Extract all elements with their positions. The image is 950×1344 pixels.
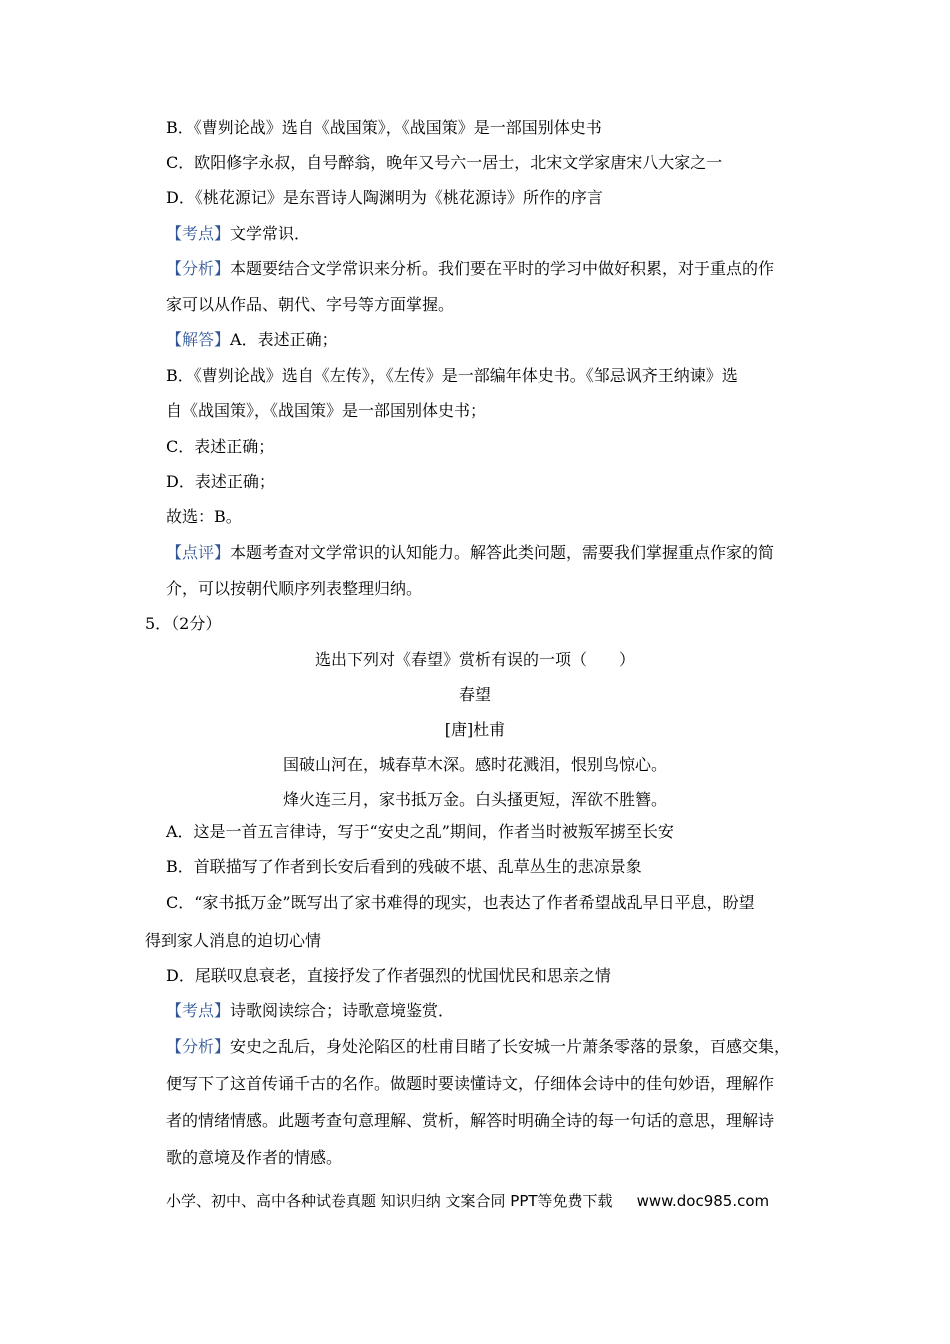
kaodian-text: 诗歌阅读综合；诗歌意境鉴赏． [230,1001,455,1020]
kaodian-text: 文学常识． [230,224,311,243]
q4-dianping-cont: 介，可以按朝代顺序列表整理归纳。 [166,579,423,598]
q5-number: 5．（2分） [145,614,222,633]
q4-jieda [166,330,338,350]
kaodian-tag: 【考点】 [166,224,231,243]
q4-dianping [166,543,774,563]
fenxi-tag: 【分析】 [166,1037,231,1056]
fenxi-text: 安史之乱后，身处沦陷区的杜甫目睹了长安城一片萧条零落的景象，百感交集， [230,1037,791,1056]
poem-line-1: 国破山河在，城春草木深。感时花溅泪，恨别鸟惊心。 [282,755,667,774]
q5-fenxi [166,1037,790,1057]
q5-fenxi-cont-1: 便写下了这首传诵千古的名作。做题时要读懂诗文，仔细体会诗中的佳句妙语，理解作 [166,1074,775,1093]
q4-option-b: B．《曹刿论战》选自《战国策》，《战国策》是一部国别体史书 [166,118,602,137]
kaodian-tag: 【考点】 [166,1001,231,1020]
q5-option-c-cont: 得到家人消息的迫切心情 [145,931,322,950]
q4-fenxi-cont: 家可以从作品、朝代、字号等方面掌握。 [166,295,455,314]
q4-jieda-b1: B．《曹刿论战》选自《左传》，《左传》是一部编年体史书。《邹忌讽齐王纳谏》选 [166,366,738,385]
dianping-text: 本题考查对文学常识的认知能力。解答此类问题，需要我们掌握重点作家的简 [230,543,775,562]
footer-link[interactable]: www.doc985.com [636,1192,770,1210]
q4-jieda-c: C．表述正确； [166,437,275,456]
page-footer [166,1191,769,1211]
q5-option-a: A．这是一首五言律诗，写于“安史之乱”期间，作者当时被叛军掳至长安 [166,822,674,841]
q5-kaodian [166,1001,454,1021]
poem-title: 春望 [458,685,491,704]
fenxi-text: 本题要结合文学常识来分析。我们要在平时的学习中做好积累，对于重点的作 [230,259,775,278]
q5-fenxi-cont-3: 歌的意境及作者的情感。 [166,1148,343,1167]
footer-text: 小学、初中、高中各种试卷真题 知识归纳 文案合同 PPT等免费下载 [166,1192,613,1210]
q5-prompt: 选出下列对《春望》赏析有误的一项（ ） [314,650,635,669]
q4-option-c: C．欧阳修字永叔，自号醉翁，晚年又号六一居士，北宋文学家唐宋八大家之一 [166,153,723,172]
q4-fenxi [166,259,774,279]
q4-jieda-d: D．表述正确； [166,472,275,491]
fenxi-tag: 【分析】 [166,259,231,278]
jieda-a: A．表述正确； [230,330,338,349]
jieda-tag: 【解答】 [166,330,231,349]
q5-option-d: D．尾联叹息衰老，直接抒发了作者强烈的忧国忧民和思亲之情 [166,966,611,985]
q4-option-d: D．《桃花源记》是东晋诗人陶渊明为《桃花源诗》所作的序言 [166,188,603,207]
q5-option-b: B．首联描写了作者到长安后看到的残破不堪、乱草丛生的悲凉景象 [166,857,642,876]
poem-line-2: 烽火连三月，家书抵万金。白头搔更短，浑欲不胜簪。 [282,790,667,809]
poem-author: [唐]杜甫 [444,720,506,739]
q4-answer: 故选：B。 [166,507,242,526]
dianping-tag: 【点评】 [166,543,231,562]
q4-kaodian [166,224,310,244]
q5-option-c: C．“家书抵万金”既写出了家书难得的现实，也表达了作者希望战乱早日平息，盼望 [166,893,755,912]
q4-jieda-b2: 自《战国策》，《战国策》是一部国别体史书； [166,401,487,420]
q5-fenxi-cont-2: 者的情绪情感。此题考查句意理解、赏析，解答时明确全诗的每一句话的意思，理解诗 [166,1111,775,1130]
